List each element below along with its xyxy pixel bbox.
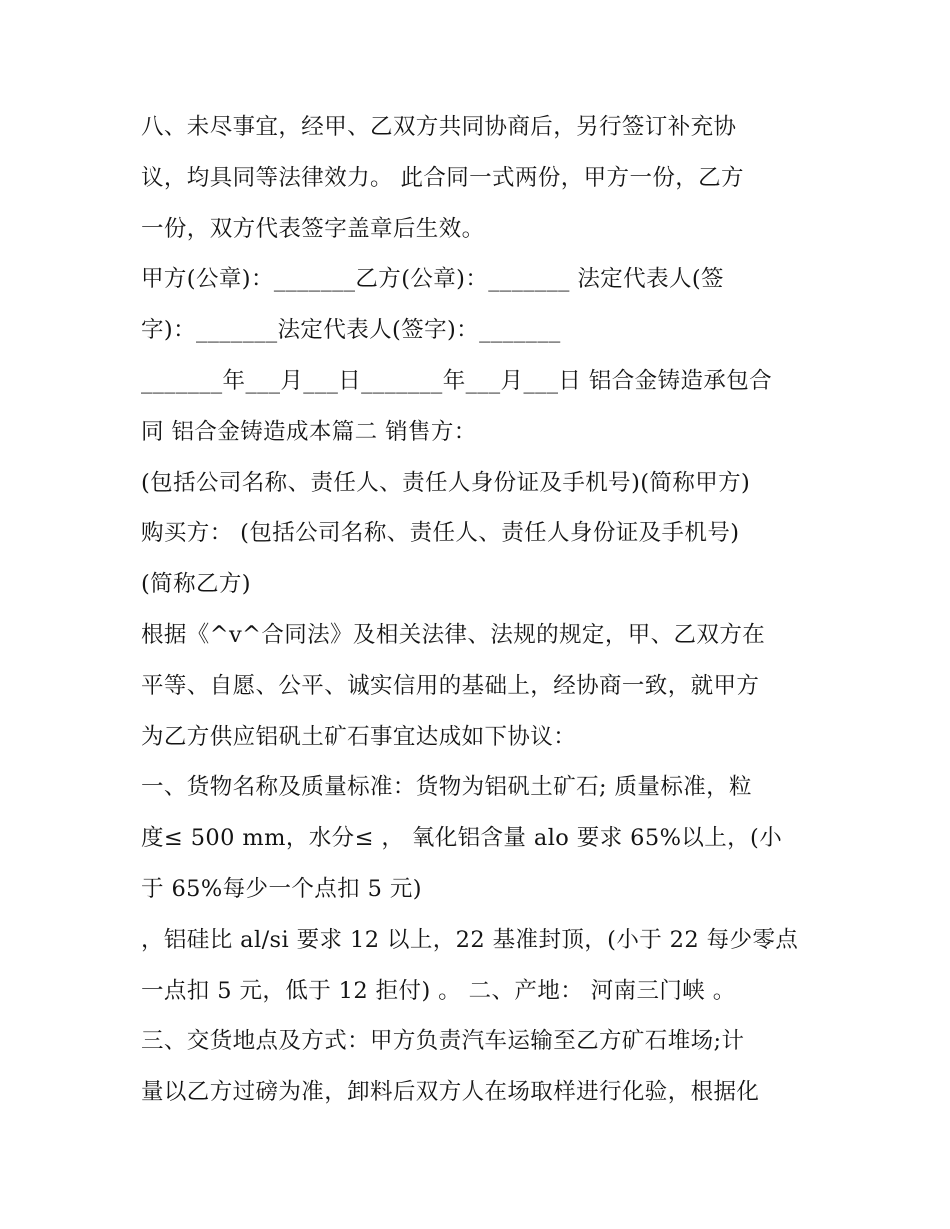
text-line-8: (包括公司名称、责任人、责任人身份证及手机号)(简称甲方): [141, 469, 751, 496]
text-line-15: 度≤ 500 mm，水分≤ ， 氧化铝含量 alo 要求 65%以上，(小: [141, 825, 783, 852]
text-line-3: 一份，双方代表签字盖章后生效。: [141, 215, 485, 242]
text-line-18: 一点扣 5 元，低于 12 拒付) 。 二、产地： 河南三门峡 。: [141, 977, 736, 1004]
text-line-11: 根据《^v^合同法》及相关法律、法规的规定，甲、乙双方在: [141, 621, 766, 648]
contract-text: [141, 102, 821, 1118]
text-line-9: 购买方： (包括公司名称、责任人、责任人身份证及手机号): [141, 520, 740, 547]
text-line-7: 同 铝合金铸造成本篇二 销售方：: [141, 418, 477, 445]
text-line-20: 量以乙方过磅为准，卸料后双方人在场取样进行化验，根据化: [141, 1079, 760, 1106]
text-line-6: _______年___月___日_______年___月___日 铝合金铸造承包合: [141, 367, 773, 394]
text-line-19: 三、交货地点及方式：甲方负责汽车运输至乙方矿石堆场;计: [141, 1028, 745, 1055]
text-line-2: 议，均具同等法律效力。 此合同一式两份，甲方一份，乙方: [141, 164, 744, 191]
text-line-12: 平等、自愿、公平、诚实信用的基础上，经协商一致，就甲方: [141, 672, 760, 699]
text-line-13: 为乙方供应铝矾土矿石事宜达成如下协议：: [141, 723, 577, 750]
text-line-16: 于 65%每少一个点扣 5 元): [141, 875, 422, 902]
text-line-14: 一、货物名称及质量标准：货物为铝矾土矿石; 质量标准，粒: [141, 774, 752, 801]
text-line-10: (简称乙方): [141, 571, 251, 598]
text-line-17: ，铝硅比 al/si 要求 12 以上，22 基准封顶，(小于 22 每少零点: [141, 926, 799, 953]
text-line-4: 甲方(公章)：_______乙方(公章)：_______ 法定代表人(签: [141, 266, 724, 293]
text-line-5: 字)：_______法定代表人(签字)：_______: [141, 317, 561, 344]
text-line-1: 八、未尽事宜，经甲、乙双方共同协商后，另行签订补充协: [141, 114, 737, 140]
